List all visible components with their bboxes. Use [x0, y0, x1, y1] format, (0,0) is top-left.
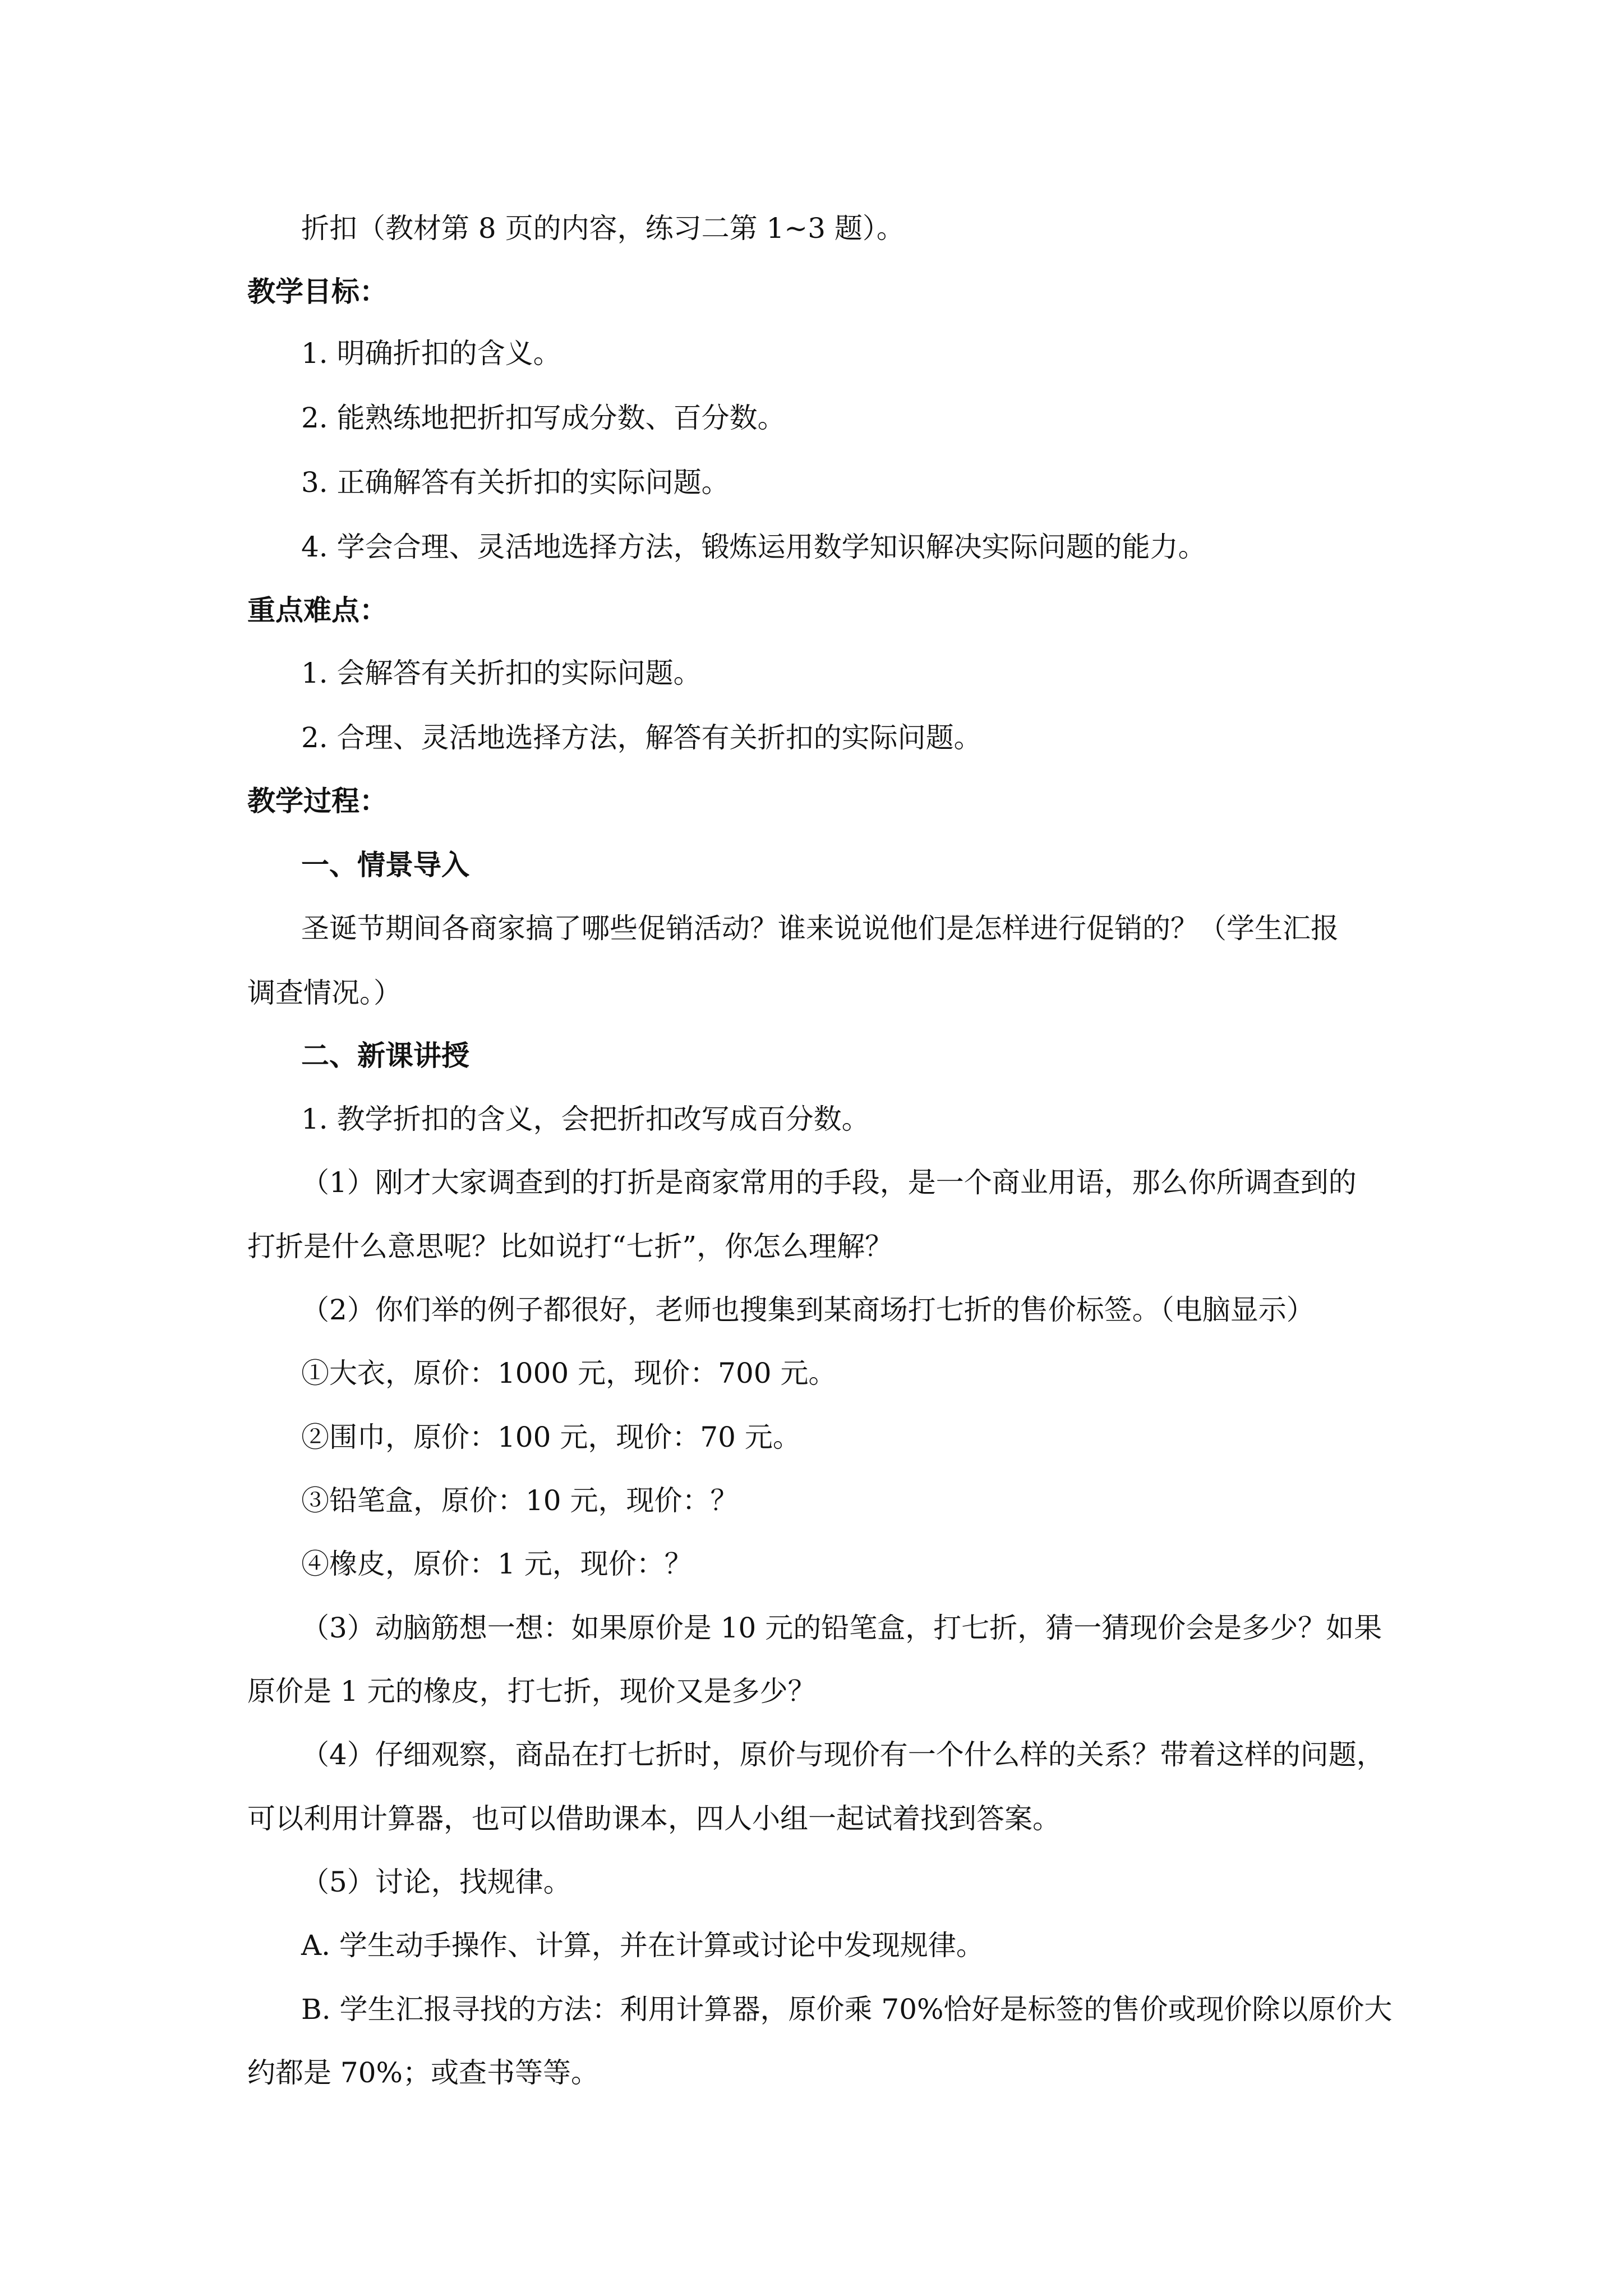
price-item: ①大衣，原价：1000 元，现价：700 元。	[301, 1357, 837, 1389]
paragraph-line: 圣诞节期间各商家搞了哪些促销活动？谁来说说他们是怎样进行促销的？（学生汇报	[301, 912, 1339, 945]
goal-item: 1. 明确折扣的含义。	[301, 337, 561, 370]
goal-item: 4. 学会合理、灵活地选择方法，锻炼运用数学知识解决实际问题的能力。	[301, 531, 1206, 563]
difficulties-heading: 重点难点：	[247, 593, 388, 627]
paragraph-line: B. 学生汇报寻找的方法：利用计算器，原价乘 70%恰好是标签的售价或现价除以原价大	[301, 1993, 1393, 2026]
paragraph-line: A. 学生动手操作、计算，并在计算或讨论中发现规律。	[301, 1929, 984, 1962]
paragraph-line: 打折是什么意思呢？比如说打“七折”，你怎么理解？	[247, 1230, 893, 1263]
paragraph-line: 可以利用计算器，也可以借助课本，四人小组一起试着找到答案。	[247, 1802, 1061, 1835]
paragraph-line: 1. 教学折扣的含义，会把折扣改写成百分数。	[301, 1103, 870, 1135]
price-item: ④橡皮，原价：1 元，现价：？	[301, 1548, 693, 1580]
paragraph-line: （2）你们举的例子都很好，老师也搜集到某商场打七折的售价标签。（电脑显示）	[301, 1294, 1315, 1326]
paragraph-line: （1）刚才大家调查到的打折是商家常用的手段，是一个商业用语，那么你所调查到的	[301, 1166, 1357, 1199]
difficulty-item: 2. 合理、灵活地选择方法，解答有关折扣的实际问题。	[301, 721, 982, 754]
process-heading: 教学过程：	[247, 784, 388, 817]
difficulty-item: 1. 会解答有关折扣的实际问题。	[301, 657, 702, 689]
price-item: ③铅笔盒，原价：10 元，现价：？	[301, 1484, 739, 1517]
price-item: ②围巾，原价：100 元，现价：70 元。	[301, 1421, 801, 1453]
paragraph-line: 调查情况。）	[247, 977, 402, 1009]
paragraph-line: （4）仔细观察，商品在打七折时，原价与现价有一个什么样的关系？带着这样的问题，	[301, 1738, 1385, 1771]
section-title: 一、情景导入	[301, 848, 469, 881]
section-title: 二、新课讲授	[301, 1039, 469, 1072]
paragraph-line: （3）动脑筋想一想：如果原价是 10 元的铅笔盒，打七折，猜一猜现价会是多少？如果	[301, 1612, 1382, 1644]
goals-heading: 教学目标：	[247, 275, 388, 308]
paragraph-line: 约都是 70%；或查书等等。	[247, 2056, 600, 2089]
goal-item: 2. 能熟练地把折扣写成分数、百分数。	[301, 402, 786, 434]
goal-item: 3. 正确解答有关折扣的实际问题。	[301, 466, 730, 499]
lesson-intro: 折扣（教材第 8 页的内容，练习二第 1~3 题）。	[301, 212, 905, 245]
paragraph-line: （5）讨论，找规律。	[301, 1866, 571, 1898]
paragraph-line: 原价是 1 元的橡皮，打七折，现价又是多少？	[247, 1675, 816, 1708]
